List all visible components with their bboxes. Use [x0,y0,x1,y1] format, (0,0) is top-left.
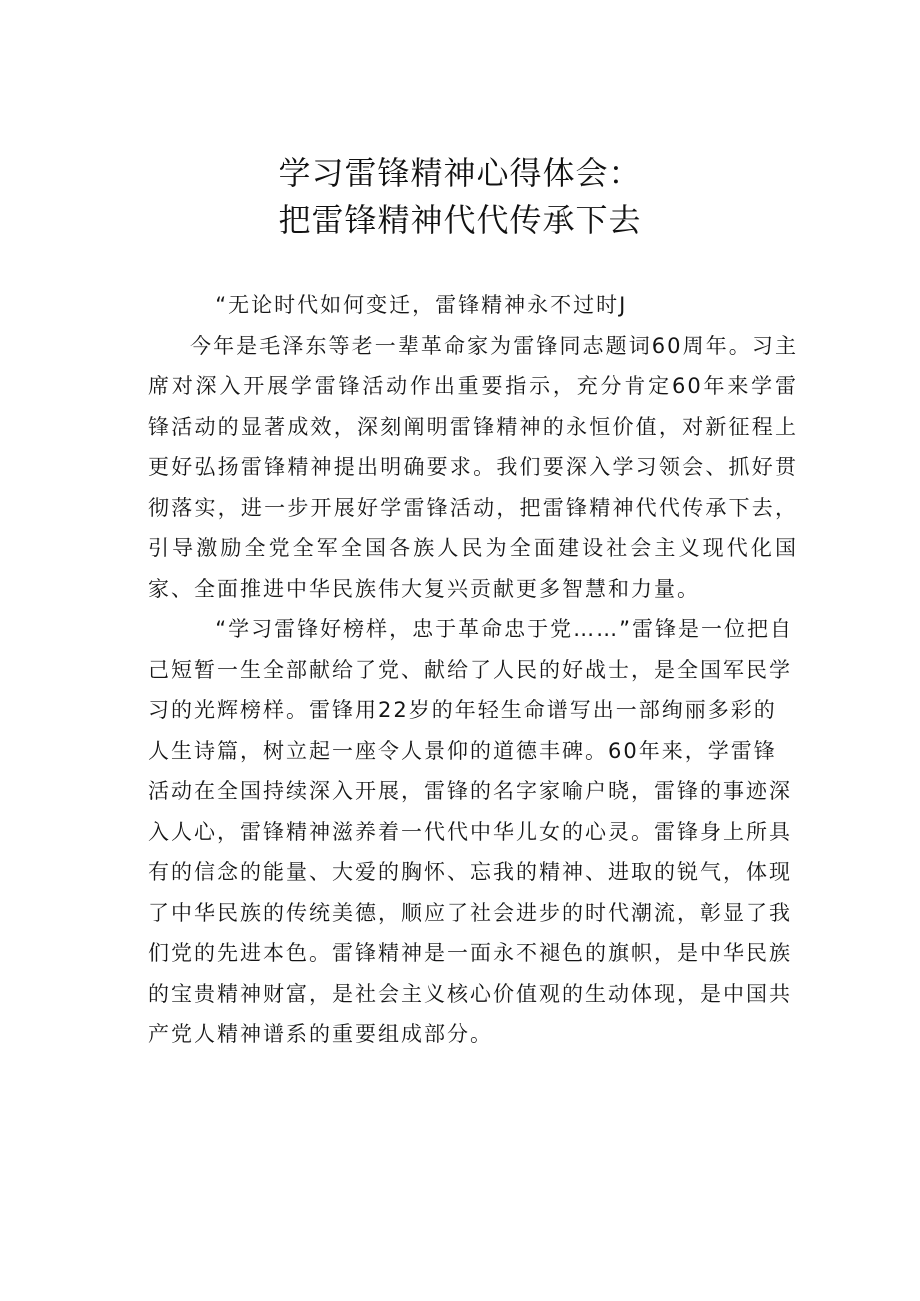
document-body [148,285,798,1055]
opening-quote-paragraph: “无论时代如何变迁，雷锋精神永不过时J [215,293,628,317]
title-line-2: 把雷锋精神代代传承下去 [278,201,642,239]
body-paragraph-2: “学习雷锋好榜样，忠于革命忠于党……”雷锋是一位把自己短暂一生全部献给了党、献给了人民的好战士，是全国军民学习的光辉榜样。雷锋用22岁的年轻生命谱写出一部绚丽多彩的人生诗篇，树立起一座令人景仰的道德丰碑。60年来，学雷锋活动在全国持续深入开展，雷锋的名字家喻户晓，雷锋的事迹深入人心，雷锋精神滋养着一代代中华儿女的心灵。雷锋身上所具有的信念的能量、大爱的胸怀、忘我的精神、进取的锐气，体现了中华民族的传统美德，顺应了社会进步的时代潮流，彰显了我们党的先进本色。雷锋精神是一面永不褪色的旗帜，是中华民族的宝贵精神财富，是社会主义核心价值观的生动体现，是中国共产党人精神谱系的重要组成部分。 [148,617,793,1046]
title-line-1: 学习雷锋精神心得体会： [278,154,642,192]
body-paragraph-1: 今年是毛泽东等老一辈革命家为雷锋同志题词60周年。习主席对深入开展学雷锋活动作出重要指示，充分肯定60年来学雷锋活动的显著成效，深刻阐明雷锋精神的永恒价值，对新征程上更好弘扬雷锋精神提出明确要求。我们要深入学习领会、抓好贯彻落实，进一步开展好学雷锋活动，把雷锋精神代代传承下去，引导激励全党全军全国各族人民为全面建设社会主义现代化国家、全面推进中华民族伟大复兴贡献更多智慧和力量。 [148,333,798,601]
document-title [0,150,920,244]
